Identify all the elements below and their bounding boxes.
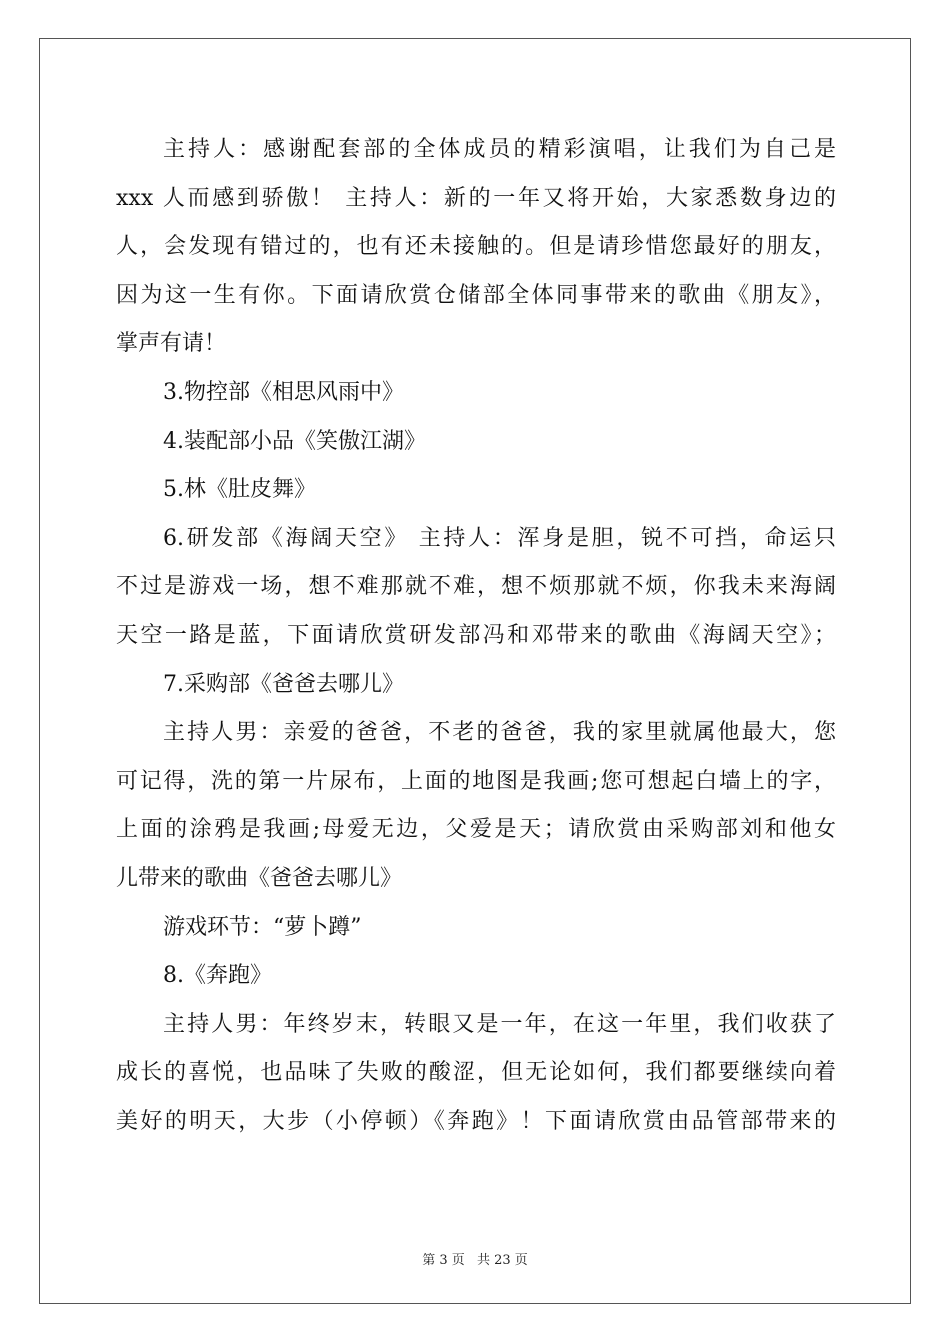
program-item: 游戏环节：“萝卜蹲” bbox=[163, 914, 362, 940]
paragraph-line: 主持人男：年终岁末，转眼又是一年，在这一年里，我们收获了 bbox=[163, 1011, 836, 1037]
program-item: 5.林《肚皮舞》 bbox=[163, 477, 316, 503]
paragraph-line: 不过是游戏一场，想不难那就不难，想不烦那就不烦，你我未来海阔 bbox=[116, 574, 836, 600]
paragraph-line: 儿带来的歌曲《爸爸去哪儿》 bbox=[116, 865, 403, 891]
page-number: 第 3 页 bbox=[422, 1253, 465, 1268]
program-item: 6.研发部《海阔天空》 主持人：浑身是胆，锐不可挡，命运只 bbox=[163, 525, 836, 551]
paragraph-line: 美好的明天，大步（小停顿）《奔跑》！下面请欣赏由品管部带来的 bbox=[116, 1108, 836, 1134]
paragraph-line: xxx 人而感到骄傲！ 主持人：新的一年又将开始，大家悉数身边的 bbox=[116, 185, 836, 211]
paragraph-line: 因为这一生有你。下面请欣赏仓储部全体同事带来的歌曲《朋友》， bbox=[116, 282, 836, 308]
paragraph-line: 主持人男：亲爱的爸爸，不老的爸爸，我的家里就属他最大，您 bbox=[163, 720, 836, 746]
document-body bbox=[116, 126, 836, 1146]
page-total: 共 23 页 bbox=[476, 1253, 528, 1268]
paragraph-line: 掌声有请！ bbox=[116, 331, 227, 357]
paragraph-line: 上面的涂鸦是我画;母爱无边，父爱是天；请欣赏由采购部刘和他女 bbox=[116, 817, 836, 843]
paragraph-line: 天空一路是蓝，下面请欣赏研发部冯和邓带来的歌曲《海阔天空》； bbox=[116, 622, 836, 648]
paragraph-line: 可记得，洗的第一片尿布，上面的地图是我画;您可想起白墙上的字， bbox=[116, 768, 836, 794]
paragraph-line: 人，会发现有错过的，也有还未接触的。但是请珍惜您最好的朋友， bbox=[116, 234, 836, 260]
paragraph-line: 成长的喜悦，也品味了失败的酸涩，但无论如何，我们都要继续向着 bbox=[116, 1060, 836, 1086]
paragraph-line: 主持人：感谢配套部的全体成员的精彩演唱，让我们为自己是 bbox=[163, 137, 836, 162]
program-item: 4.装配部小品《笑傲江湖》 bbox=[163, 428, 426, 454]
page-footer bbox=[0, 1249, 950, 1268]
program-item: 8.《奔跑》 bbox=[163, 963, 272, 989]
program-item: 3.物控部《相思风雨中》 bbox=[163, 379, 404, 405]
program-item: 7.采购部《爸爸去哪儿》 bbox=[163, 671, 404, 697]
